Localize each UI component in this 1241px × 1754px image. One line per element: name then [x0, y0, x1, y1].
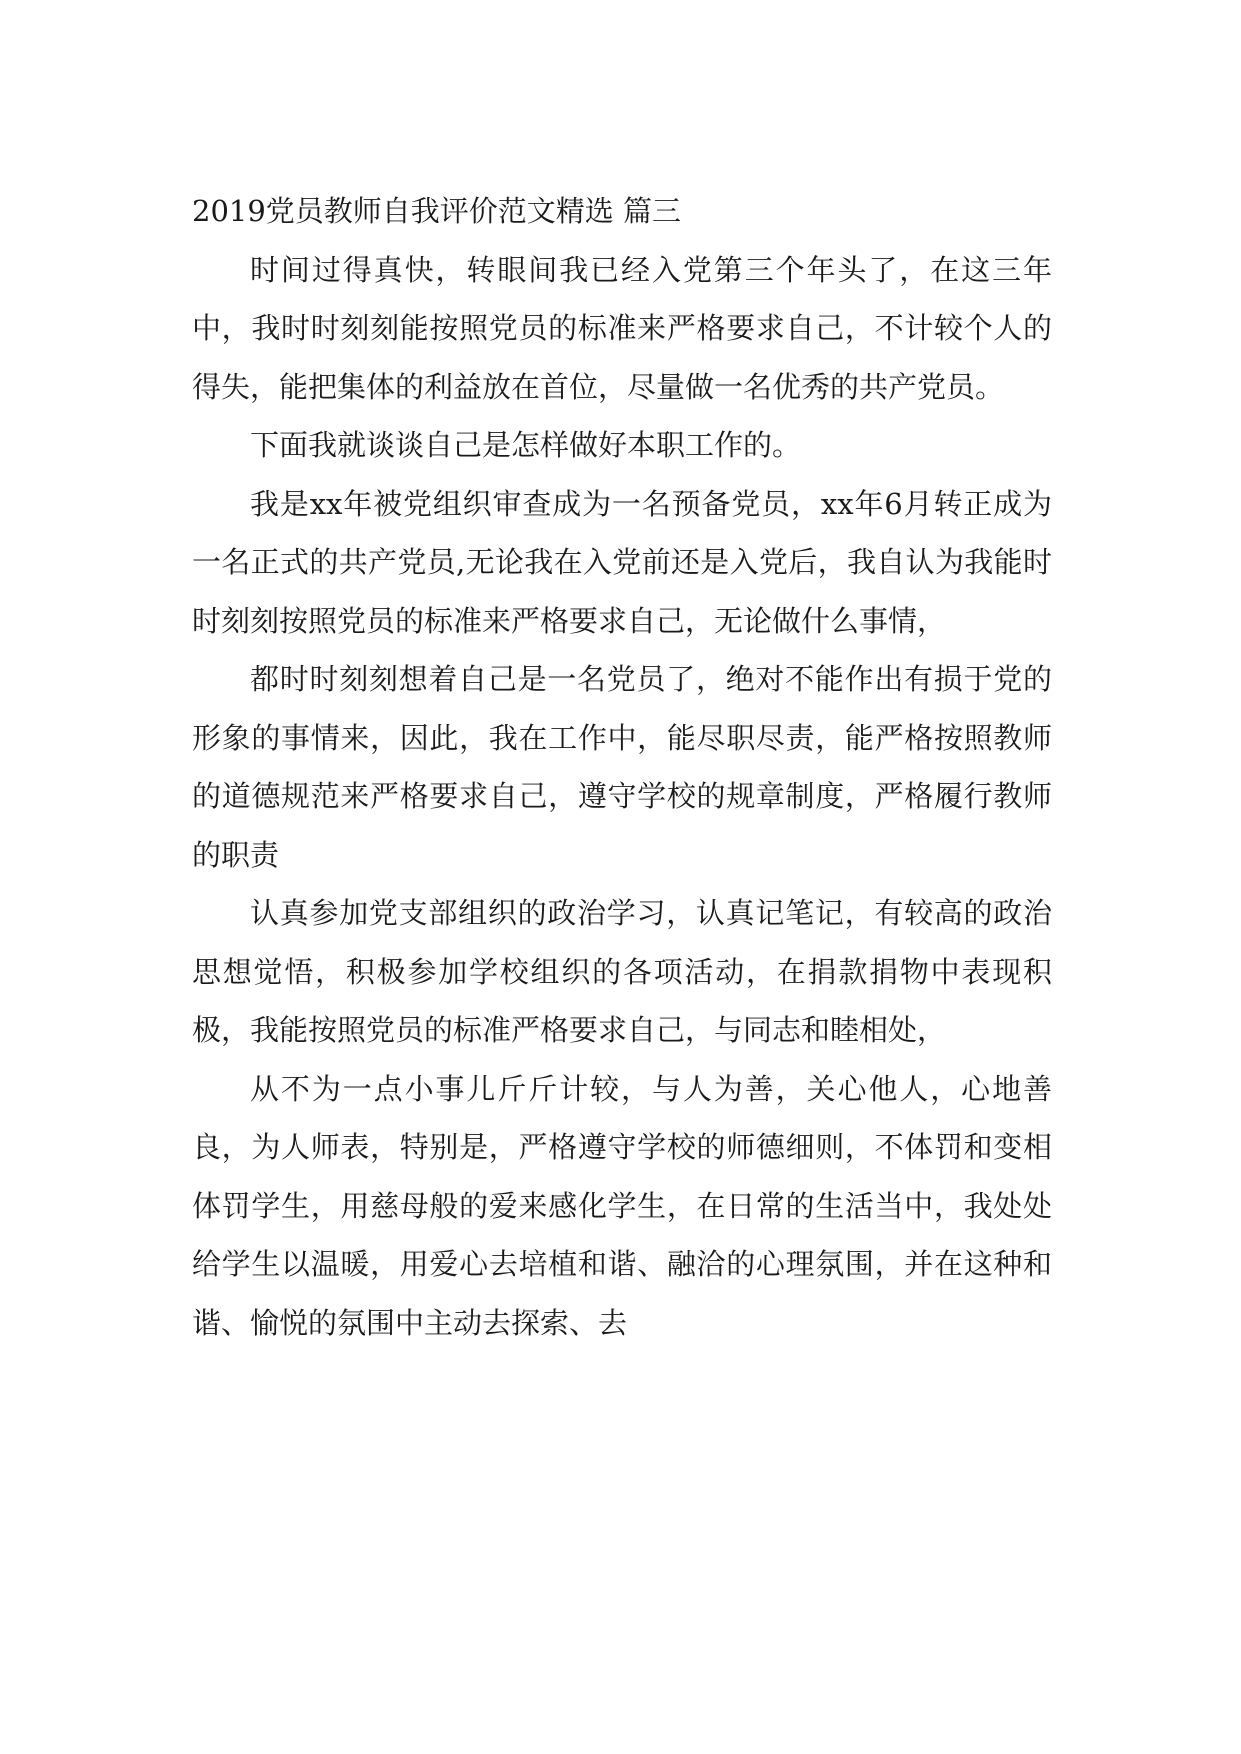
- document-title: 2019党员教师自我评价范文精选 篇三: [192, 194, 682, 228]
- document-body: [192, 182, 1052, 1352]
- paragraph-5: 认真参加党支部组织的政治学习，认真记笔记，有较高的政治思想觉悟，积极参加学校组织的各项活动，在捐款捐物中表现积极，我能按照党员的标准严格要求自己，与同志和睦相处，: [192, 896, 1052, 1047]
- paragraph-2: 下面我就谈谈自己是怎样做好本职工作的。: [250, 428, 802, 462]
- paragraph-6: 从不为一点小事儿斤斤计较，与人为善，关心他人，心地善良，为人师表，特别是，严格遵守学校的师德细则，不体罚和变相体罚学生，用慈母般的爱来感化学生，在日常的生活当中，我处处给学生以温暖，用爱心去培植和谐、融洽的心理氛围，并在这种和谐、愉悦的氛围中主动去探索、去: [192, 1071, 1052, 1340]
- paragraph-1: 时间过得真快，转眼间我已经入党第三个年头了，在这三年中，我时时刻刻能按照党员的标准来严格要求自己，不计较个人的得失，能把集体的利益放在首位，尽量做一名优秀的共产党员。: [192, 252, 1052, 404]
- paragraph-3: 我是xx年被党组织审查成为一名预备党员，xx年6月转正成为一名正式的共产党员,无论我在入党前还是入党后，我自认为我能时时刻刻按照党员的标准来严格要求自己，无论做什么事情，: [192, 486, 1052, 638]
- paragraph-4: 都时时刻刻想着自己是一名党员了，绝对不能作出有损于党的形象的事情来，因此，我在工作中，能尽职尽责，能严格按照教师的道德规范来严格要求自己，遵守学校的规章制度，严格履行教师的职责: [192, 662, 1052, 872]
